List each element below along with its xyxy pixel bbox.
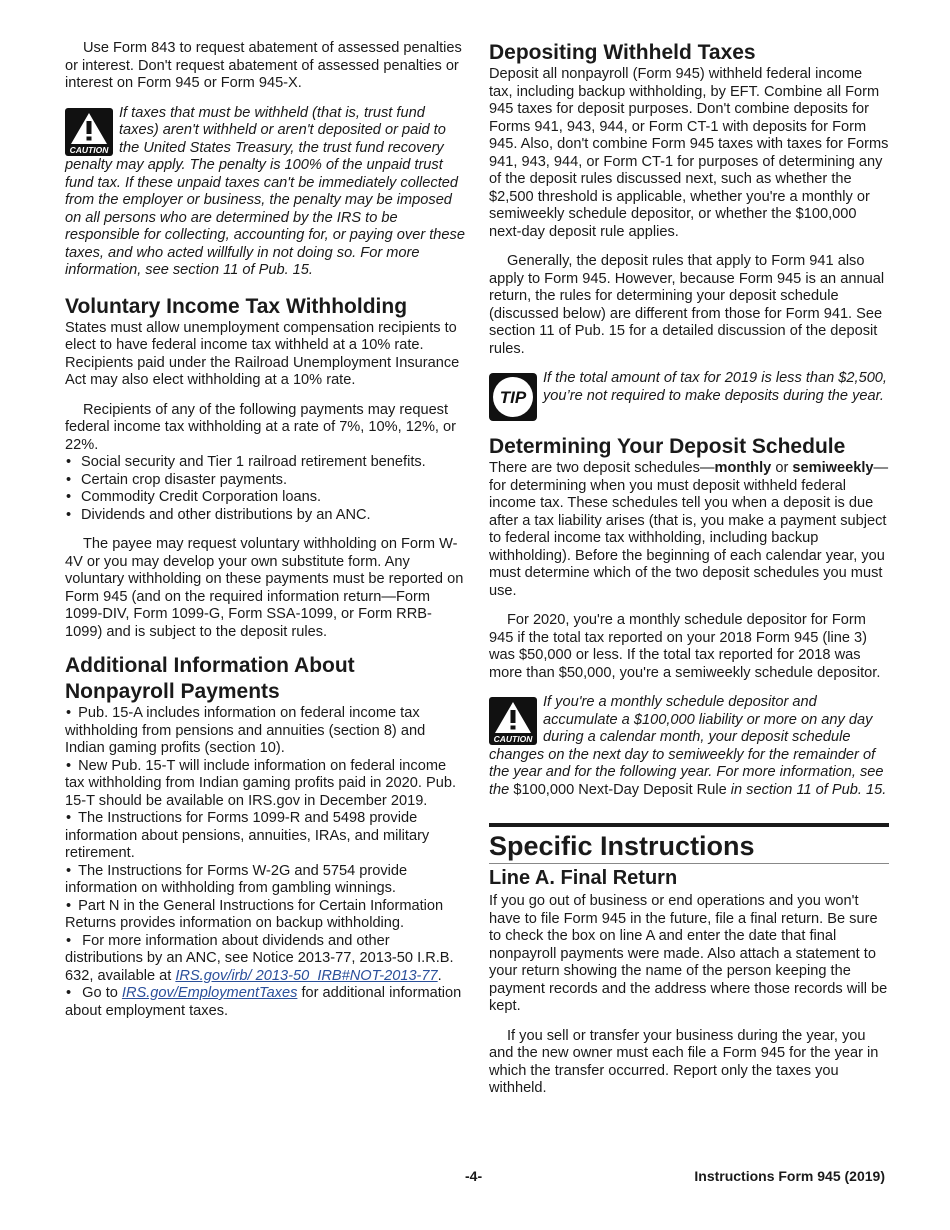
list-item: • The Instructions for Forms W-2G and 5754 provide information on withholding from gambling winnings. [65,863,465,898]
abatement-paragraph: Use Form 843 to request abatement of assessed penalties or interest. Don't request abatement of assessed penalties or interest on Form 945 or Form 945-X. [65,40,462,91]
semiweekly-term: semiweekly [792,460,874,476]
list-item: • New Pub. 15-T will include information on federal income tax withholding from Indian gaming profits paid in 2020. Pub. 15-T should be available on IRS.gov in December 2019. [65,758,465,811]
schedule-paragraph-1: There are two deposit schedules—monthly or semiweekly—for determining when you must deposit withheld federal income tax. These schedules tell you when a deposit is due after a tax liability arises (that is, you make a payment subject to federal income tax withholding, including backup withholding). Before the beginning of each calendar year, you must determine which of the two deposit schedules you must use. [489,460,889,599]
caution-text: If taxes that must be withheld (that is, trust fund taxes) aren't withheld or aren't deposited or paid to the United States Treasury, the trust fund recovery penalty may apply. The penalty is 100% of the unpaid trust fund tax. If these unpaid taxes can't be immediately collected from the employer or business, the penalty may be imposed on all persons who are determined by the IRS to be responsible for collecting, accounting for, or paying over these taxes, and who acted willfully in not doing so. For more information, see section 11 of Pub. 15. [65,104,465,278]
caution-icon [65,108,113,156]
heading-additional-information: Additional Information About Nonpayroll Payments [65,654,355,703]
line-a-paragraph-1: If you go out of business or end operations and you won't have to file Form 945 in the future, file a final return. Be sure to check the box on line A and enter the date that final nonpayroll payments were made. Also attach a statement to your return showing the name of the person keeping the payment records and the address where those records will be kept. [489,893,888,1014]
right-column [489,40,889,1098]
tip-text: If the total amount of tax for 2019 is less than $2,500, you’re not required to make deposits during the year. [543,370,887,404]
caution-note-next-day-rule: CAUTION If you're a monthly schedule depositor and accumulate a $100,000 liability or more on any day during a calendar month, your deposit schedule changes on the next day to semiweekly for the remainder of the year and for the following year. For more information, see the $100,000 Next-Day Deposit Rule in section 11 of Pub. 15. [489,694,887,798]
heading-depositing-withheld-taxes: Depositing Withheld Taxes [489,41,756,64]
list-item: • Dividends and other distributions by an ANC. [65,507,465,525]
list-item: • Pub. 15-A includes information on federal income tax withholding from pensions and annuities (section 8) and Indian gaming profits (section 10). [65,705,465,758]
list-item: • Commodity Credit Corporation loans. [65,489,465,507]
list-item: • Certain crop disaster payments. [65,472,465,490]
list-item: • Part N in the General Instructions for Certain Information Returns provides information on backup withholding. [65,898,465,933]
tip-note [489,370,889,424]
voluntary-paragraph-3: The payee may request voluntary withholding on Form W-4V or you may develop your own substitute form. Any voluntary withholding on these payments must be reported on Form 945 (and on the required information return—Form 1099-DIV, Form 1099-G, Form SSA-1099, or Form RRB-1099) and is subject to the deposit rules. [65,536,464,640]
heading-voluntary-withholding: Voluntary Income Tax Withholding [65,294,408,318]
caution-note-trust-fund [65,105,465,280]
schedule-paragraph-2: For 2020, you're a monthly schedule depositor for Form 945 if the total tax reported on your 2018 Form 945 (line 3) was $50,000 or less. If the total tax reported for 2018 was more than $50,000, you're a semiweekly schedule depositor. [489,612,881,681]
svg-text:TIP: TIP [499,388,527,407]
depositing-paragraph-2: Generally, the deposit rules that apply to Form 941 also apply to Form 945. However, because Form 945 is an annual return, the rules for determining your deposit schedule (discussed below) are different from those for Form 941. See section 11 of Pub. 15 for a detailed discussion of the deposit rules. [489,253,885,357]
irb-notice-link[interactable]: IRS.gov/irb/ 2013-50_IRB#NOT-2013-77 [175,967,438,984]
caution-icon [489,697,537,745]
tip-icon [489,373,537,421]
voluntary-paragraph-1: States must allow unemployment compensation recipients to elect to have federal income tax withheld at a 10% rate. Recipients paid under the Railroad Unemployment Insurance Act may also elect withholding at a 10% rate. [65,319,460,388]
depositing-paragraph-1: Deposit all nonpayroll (Form 945) withheld federal income tax, including backup withholding, by EFT. Combine all Form 945 taxes for deposit purposes. Don't combine deposits for Forms 941, 943, 944, or Form CT-1 with deposits for Form 945. Also, don't combine Form 945 taxes with taxes for Forms 941, 943, 944, or Form CT-1 for purposes of determining any of the deposit rules discussed next, such as whether the $2,500 threshold is applicable, whether you're a monthly or semiweekly schedule depositor, or whether the $100,000 next-day deposit rule applies. [489,66,889,240]
document-title: Instructions Form 945 (2019) [694,1168,885,1184]
left-column [65,40,465,1020]
voluntary-paragraph-2: Recipients of any of the following payments may request federal income tax withholding at a rate of 7%, 10%, 12%, or 22%. [65,401,457,453]
monthly-term: monthly [714,460,772,476]
svg-text:CAUTION: CAUTION [493,734,533,744]
additional-info-list [65,705,465,1020]
heading-deposit-schedule: Determining Your Deposit Schedule [489,435,846,458]
svg-text:CAUTION: CAUTION [69,144,109,155]
line-a-paragraph-2: If you sell or transfer your business during the year, you and the new owner must each file a Form 945 for the year in which the transfer occurred. Report only the taxes you withheld. [489,1027,879,1096]
list-item: • For more information about dividends and other distributions by an ANC, see Notice 2013-77, 2013-50 I.R.B. 632, available at IRS.gov/irb/ 2013-50_IRB#NOT-2013-77. [65,933,465,986]
voluntary-payments-list [65,454,465,524]
heading-specific-instructions: Specific Instructions [489,823,889,864]
list-item: • Social security and Tier 1 railroad retirement benefits. [65,454,465,472]
list-item: • Go to IRS.gov/EmploymentTaxes for additional information about employment taxes. [65,985,465,1020]
heading-line-a-final-return: Line A. Final Return [489,867,678,889]
list-item: • The Instructions for Forms 1099-R and 5498 provide information about pensions, annuities, IRAs, and military retirement. [65,810,465,863]
employment-taxes-link[interactable]: IRS.gov/EmploymentTaxes [121,985,298,1001]
page-number: -4- [465,1168,483,1184]
next-day-rule-reference: $100,000 Next-Day Deposit Rule [513,781,727,798]
